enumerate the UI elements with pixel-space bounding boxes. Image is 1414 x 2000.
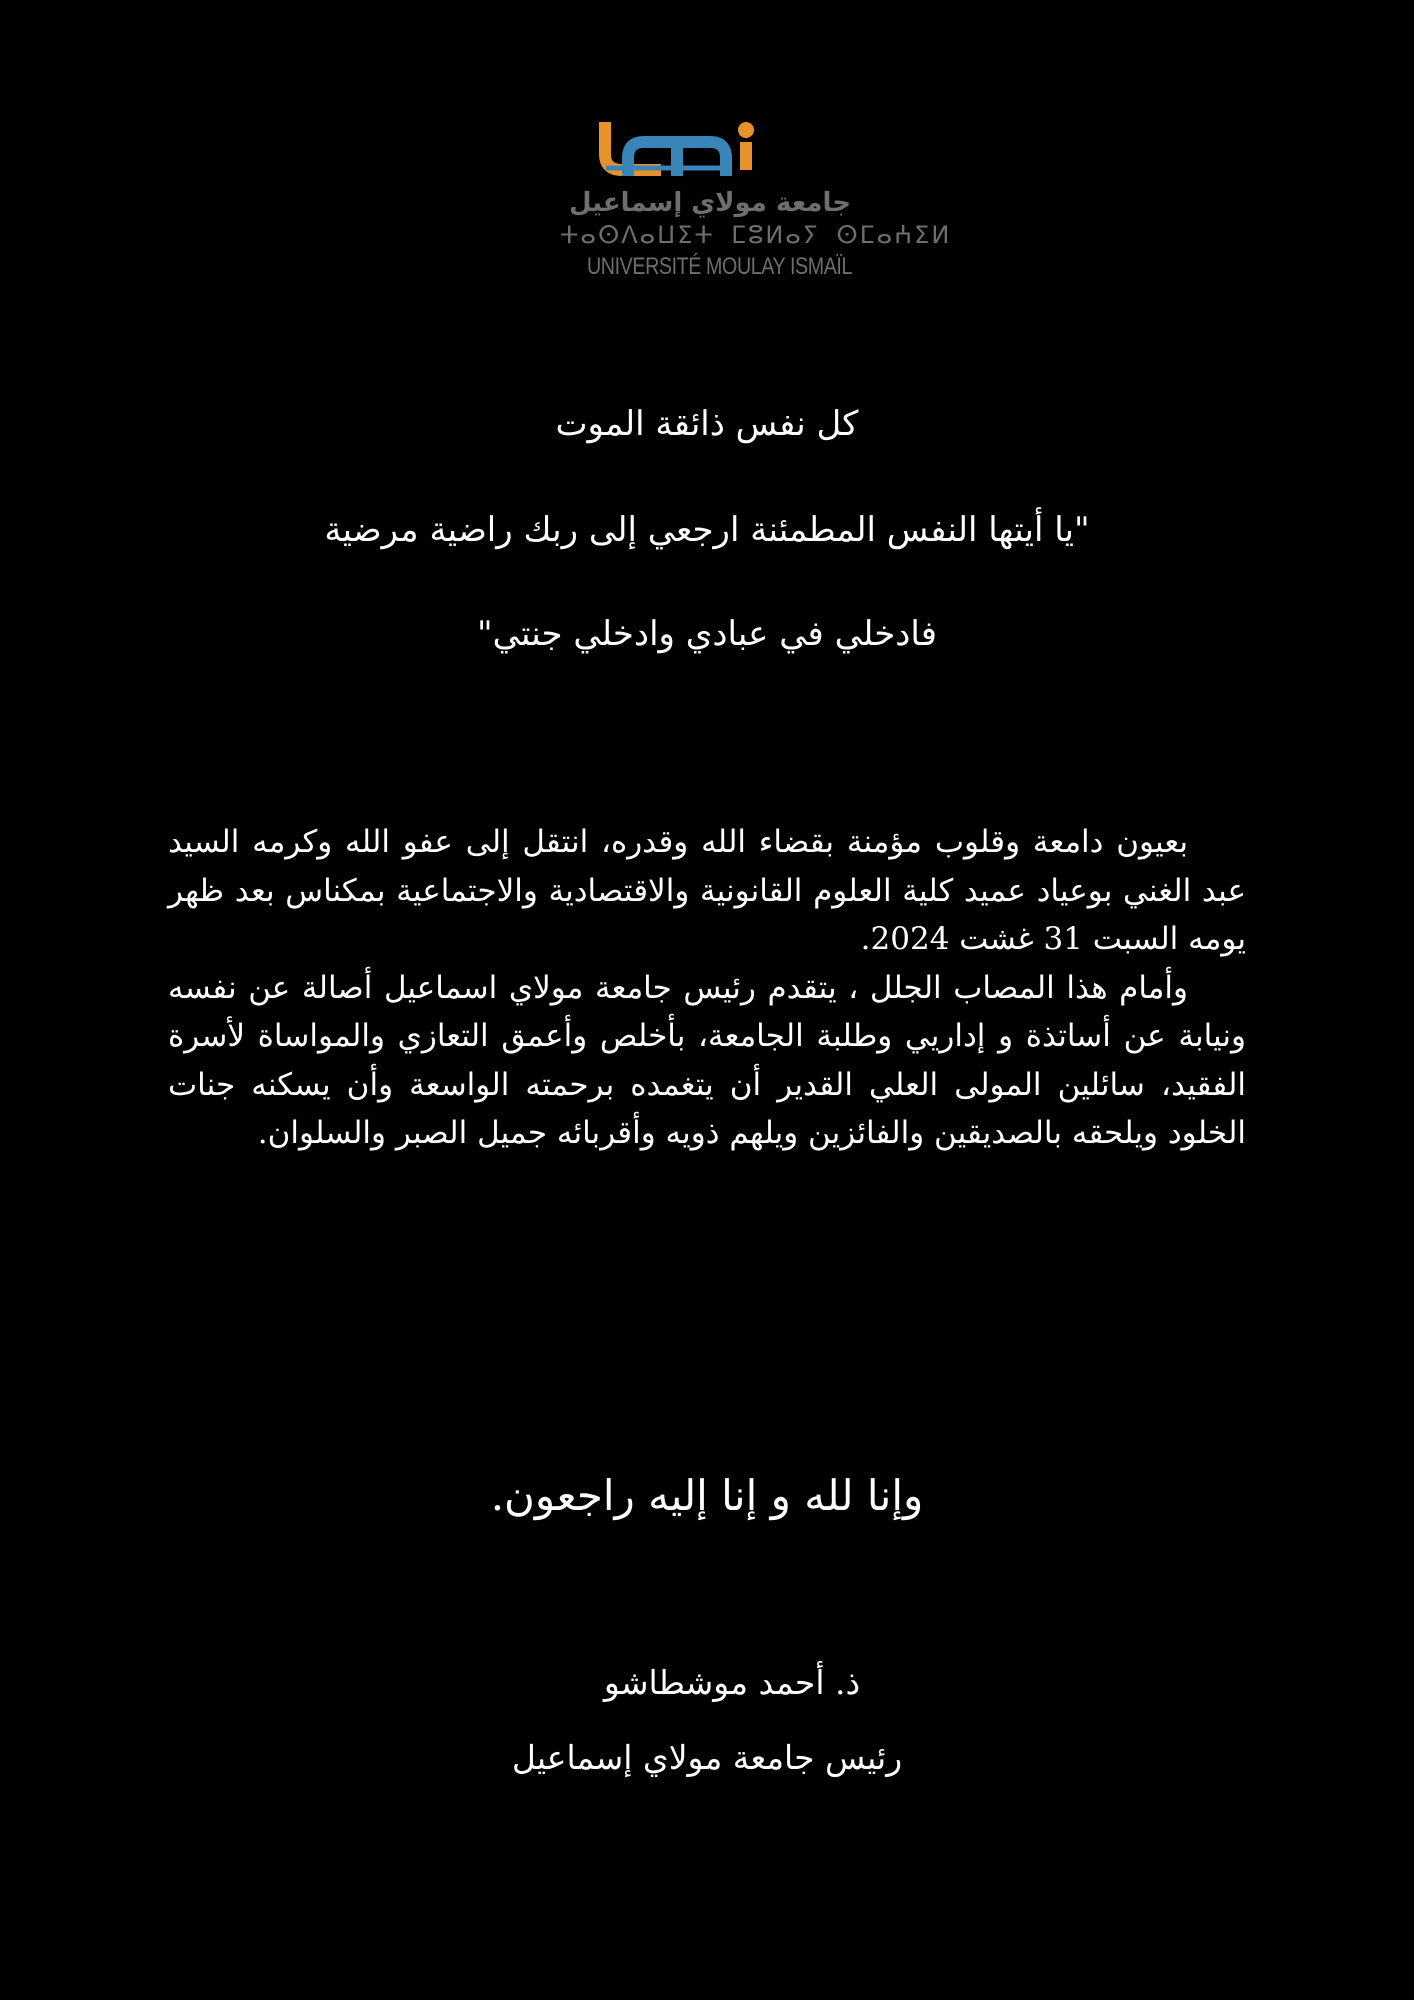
logo-tifinagh-name: ⵜⴰⵙⴷⴰⵡⵉⵜ ⵎⵓⵍⴰⵢ ⵙⵎⴰⵄⵉⵍ bbox=[560, 221, 952, 249]
verse-line-1: كل نفس ذائقة الموت bbox=[555, 404, 859, 444]
condolence-body bbox=[168, 818, 1246, 1158]
closing-phrase: وإنا لله و إنا إليه راجعون. bbox=[490, 1471, 924, 1520]
verse-line-2: "يا أيتها النفس المطمئنة ارجعي إلى ربك راضية مرضية bbox=[324, 510, 1090, 550]
university-logo bbox=[560, 118, 952, 293]
signatory-name: ذ. أحمد موشطاشو bbox=[603, 1663, 861, 1702]
umi-logo-mark bbox=[560, 118, 860, 180]
logo-arabic-name: جامعة مولاي إسماعيل bbox=[569, 188, 851, 218]
logo-french-name: UNIVERSITÉ MOULAY ISMAÏL bbox=[587, 253, 853, 280]
body-paragraph-2: وأمام هذا المصاب الجلل ، يتقدم رئيس جامعة مولاي اسماعيل أصالة عن نفسه ونيابة عن أساتذة و إداريي وطلبة الجامعة، بأخلص وأعمق التعازي والمواساة لأسرة الفقيد، سائلين المولى العلي القدير أن يتغمده برحمته الواسعة وأن يسكنه جنات الخلود ويلحقه بالصديقين والفائزين ويلهم ذويه وأقربائه جميل الصبر والسلوان. bbox=[168, 969, 1246, 1151]
body-paragraph-1: بعيون دامعة وقلوب مؤمنة بقضاء الله وقدره، انتقل إلى عفو الله وكرمه السيد عبد الغني بوعياد عميد كلية العلوم القانونية والاقتصادية والاجتماعية بمكناس بعد ظهر يومه السبت 31 غشت 2024. bbox=[168, 824, 1246, 957]
signatory-title: رئيس جامعة مولاي إسماعيل bbox=[511, 1738, 903, 1777]
verse-line-3: فادخلي في عبادي وادخلي جنتي" bbox=[477, 614, 937, 654]
